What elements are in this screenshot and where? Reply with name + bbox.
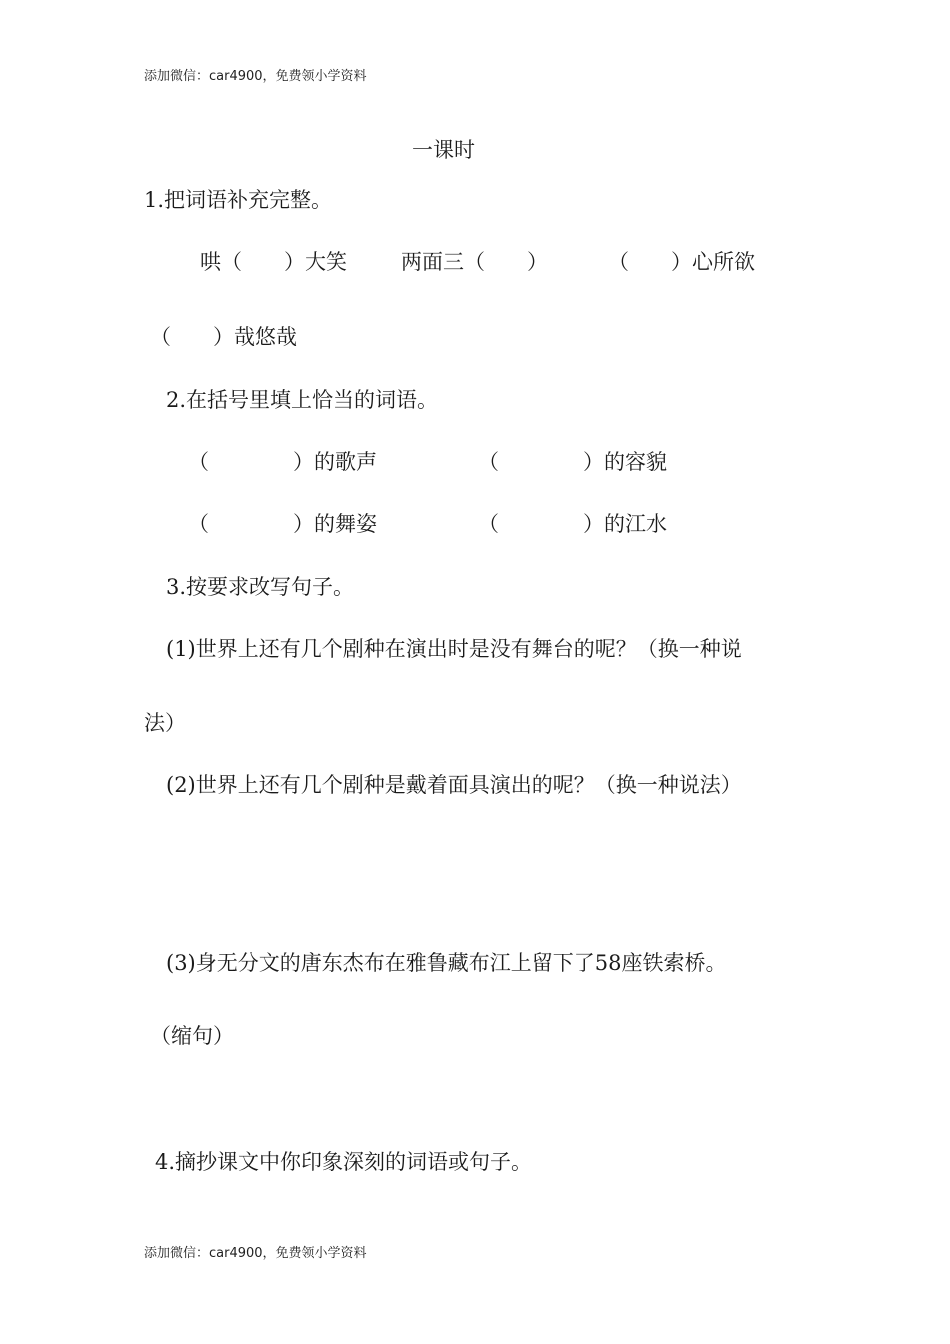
- page-title: 一课时: [412, 138, 475, 162]
- q3-sentence-3-line-1: (3)身无分文的唐东杰布在雅鲁藏布江上留下了58座铁索桥。: [166, 951, 727, 975]
- header-note: 添加微信：car4900，免费领小学资料: [144, 69, 367, 84]
- q2-item-3: （ ）的舞姿: [188, 512, 377, 536]
- q2-item-4: （ ）的江水: [478, 512, 667, 536]
- q1-item-4: （ ）哉悠哉: [150, 325, 297, 349]
- q3-sentence-2: (2)世界上还有几个剧种是戴着面具演出的呢？（换一种说法）: [166, 773, 742, 797]
- q2-item-2: （ ）的容貌: [478, 450, 667, 474]
- question-4-heading: 4.摘抄课文中你印象深刻的词语或句子。: [155, 1150, 533, 1174]
- question-1-heading: 1.把词语补充完整。: [144, 188, 333, 212]
- q1-item-2: 两面三（ ）: [401, 250, 548, 274]
- q3-sentence-3-line-2: （缩句）: [150, 1024, 234, 1048]
- q3-sentence-1-line-2: 法）: [144, 711, 186, 735]
- question-2-heading: 2.在括号里填上恰当的词语。: [166, 388, 439, 412]
- q3-sentence-1-line-1: (1)世界上还有几个剧种在演出时是没有舞台的呢？（换一种说: [166, 637, 742, 661]
- question-3-heading: 3.按要求改写句子。: [166, 575, 355, 599]
- q1-item-3: （ ）心所欲: [608, 250, 755, 274]
- q1-item-1: 哄（ ）大笑: [200, 250, 347, 274]
- footer-note: 添加微信：car4900，免费领小学资料: [144, 1246, 367, 1261]
- q2-item-1: （ ）的歌声: [188, 450, 377, 474]
